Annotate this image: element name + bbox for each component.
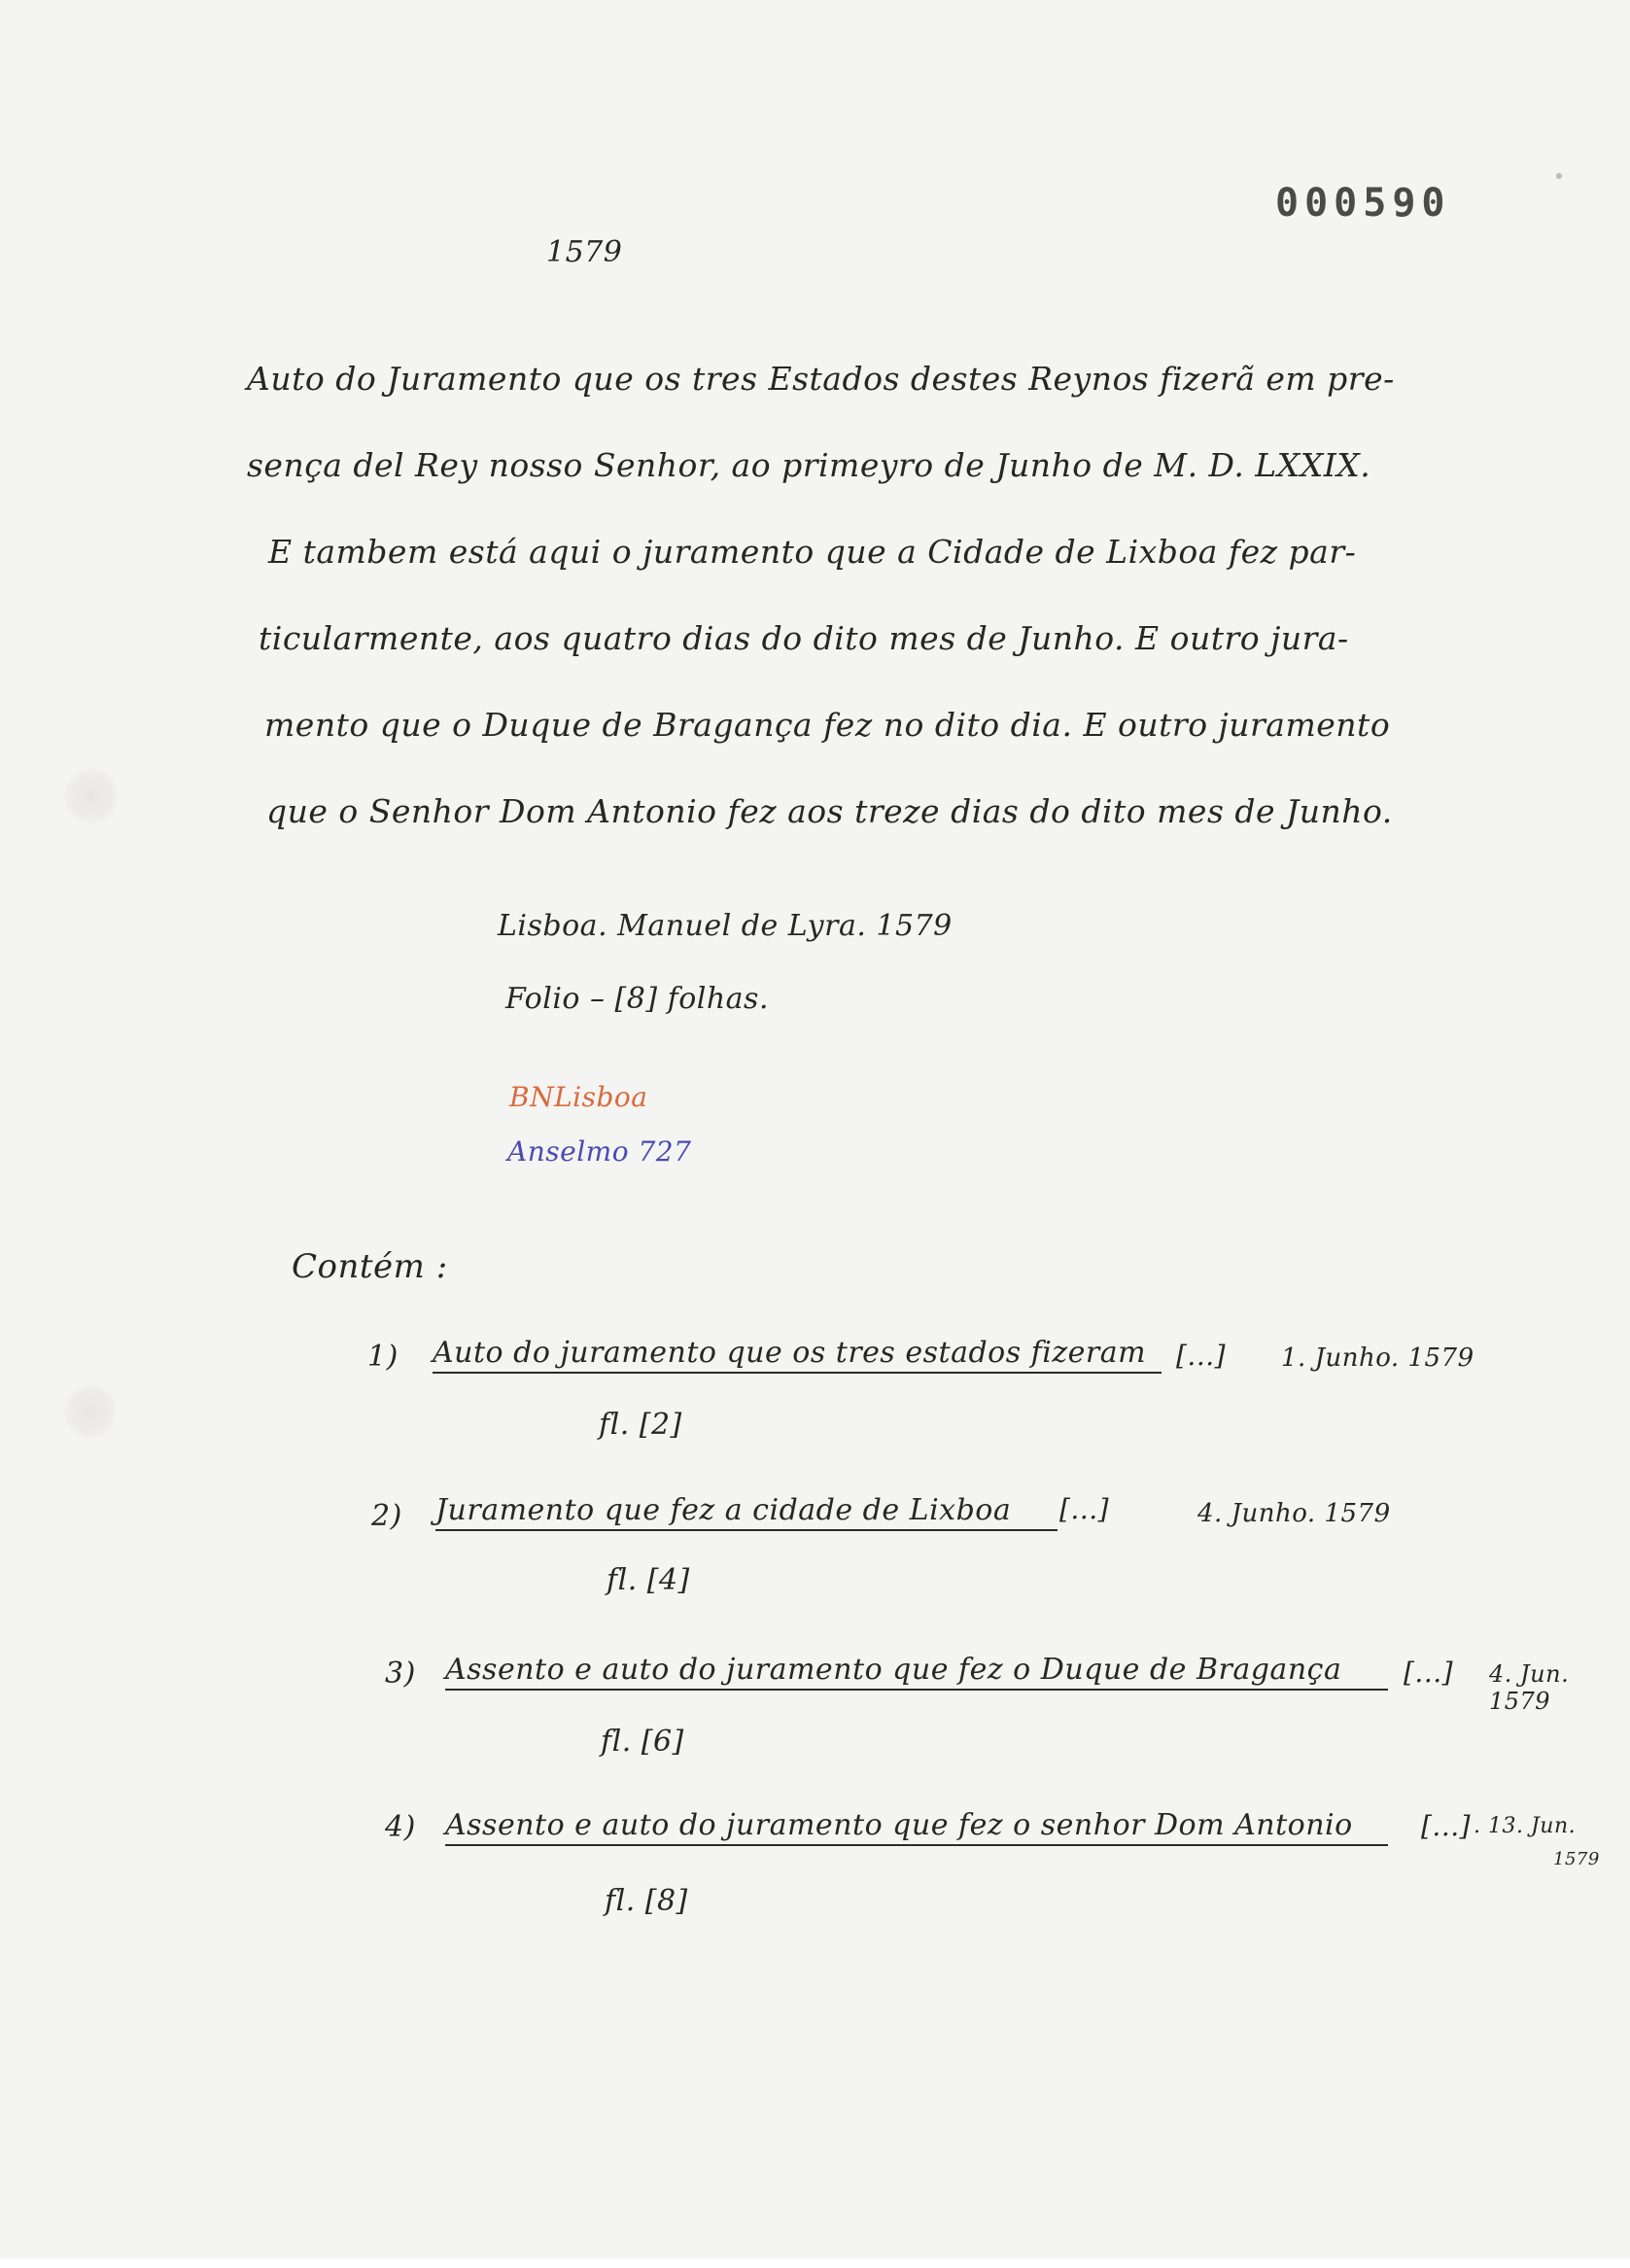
item-number: 4) xyxy=(385,1810,416,1844)
item-title: Assento e auto do juramento que fez o Duque de Bragança xyxy=(445,1653,1388,1691)
contents-label: Contém : xyxy=(292,1247,448,1286)
description-line: sença del Rey nosso Senhor, ao primeyro de Junho de M. D. LXXIX. xyxy=(247,446,1371,484)
item-number: 2) xyxy=(371,1499,402,1533)
item-folio: fl. [2] xyxy=(599,1408,682,1442)
description-line: Auto do Juramento que os tres Estados destes Reynos fizerã em pre- xyxy=(247,360,1395,398)
item-date: 4. Junho. 1579 xyxy=(1197,1499,1391,1528)
library-holding: BNLisboa xyxy=(509,1081,648,1113)
item-ellipsis: [...] xyxy=(1176,1340,1227,1372)
imprint-format: Folio – [8] folhas. xyxy=(505,982,769,1016)
item-date: 4. Jun. 1579 xyxy=(1489,1660,1570,1715)
item-number: 3) xyxy=(385,1657,416,1691)
item-folio: fl. [4] xyxy=(607,1563,690,1597)
item-ellipsis: [...] xyxy=(1421,1810,1472,1842)
item-title: Auto do juramento que os tres estados fizeram xyxy=(433,1336,1162,1374)
description-line: ticularmente, aos quatro dias do dito mes de Junho. E outro jura- xyxy=(259,619,1349,657)
item-title: Juramento que fez a cidade de Lixboa xyxy=(435,1493,1058,1531)
description-line: que o Senhor Dom Antonio fez aos treze dias do dito mes de Junho. xyxy=(266,792,1393,830)
description-line: E tambem está aqui o juramento que a Cidade de Lixboa fez par- xyxy=(268,533,1357,571)
description-line: mento que o Duque de Bragança fez no dito dia. E outro juramento xyxy=(264,706,1391,744)
item-ellipsis: [...] xyxy=(1404,1657,1454,1689)
paper-speck xyxy=(1556,173,1562,179)
item-date-year: 1579 xyxy=(1553,1849,1600,1869)
item-folio: fl. [8] xyxy=(605,1884,688,1918)
item-ellipsis: [...] xyxy=(1059,1493,1110,1525)
archive-stamp-number: 000590 xyxy=(1275,181,1451,226)
item-number: 1) xyxy=(367,1340,399,1374)
item-date: . 13. Jun. xyxy=(1474,1814,1577,1838)
paper-smudge-top xyxy=(64,768,119,824)
paper-smudge-bottom xyxy=(64,1384,117,1439)
imprint-place-printer: Lisboa. Manuel de Lyra. 1579 xyxy=(498,909,953,943)
item-title: Assento e auto do juramento que fez o senhor Dom Antonio xyxy=(445,1808,1388,1846)
bibliographic-reference: Anselmo 727 xyxy=(507,1135,692,1168)
item-folio: fl. [6] xyxy=(601,1725,684,1759)
item-date: 1. Junho. 1579 xyxy=(1281,1343,1474,1373)
year-heading: 1579 xyxy=(546,235,623,269)
